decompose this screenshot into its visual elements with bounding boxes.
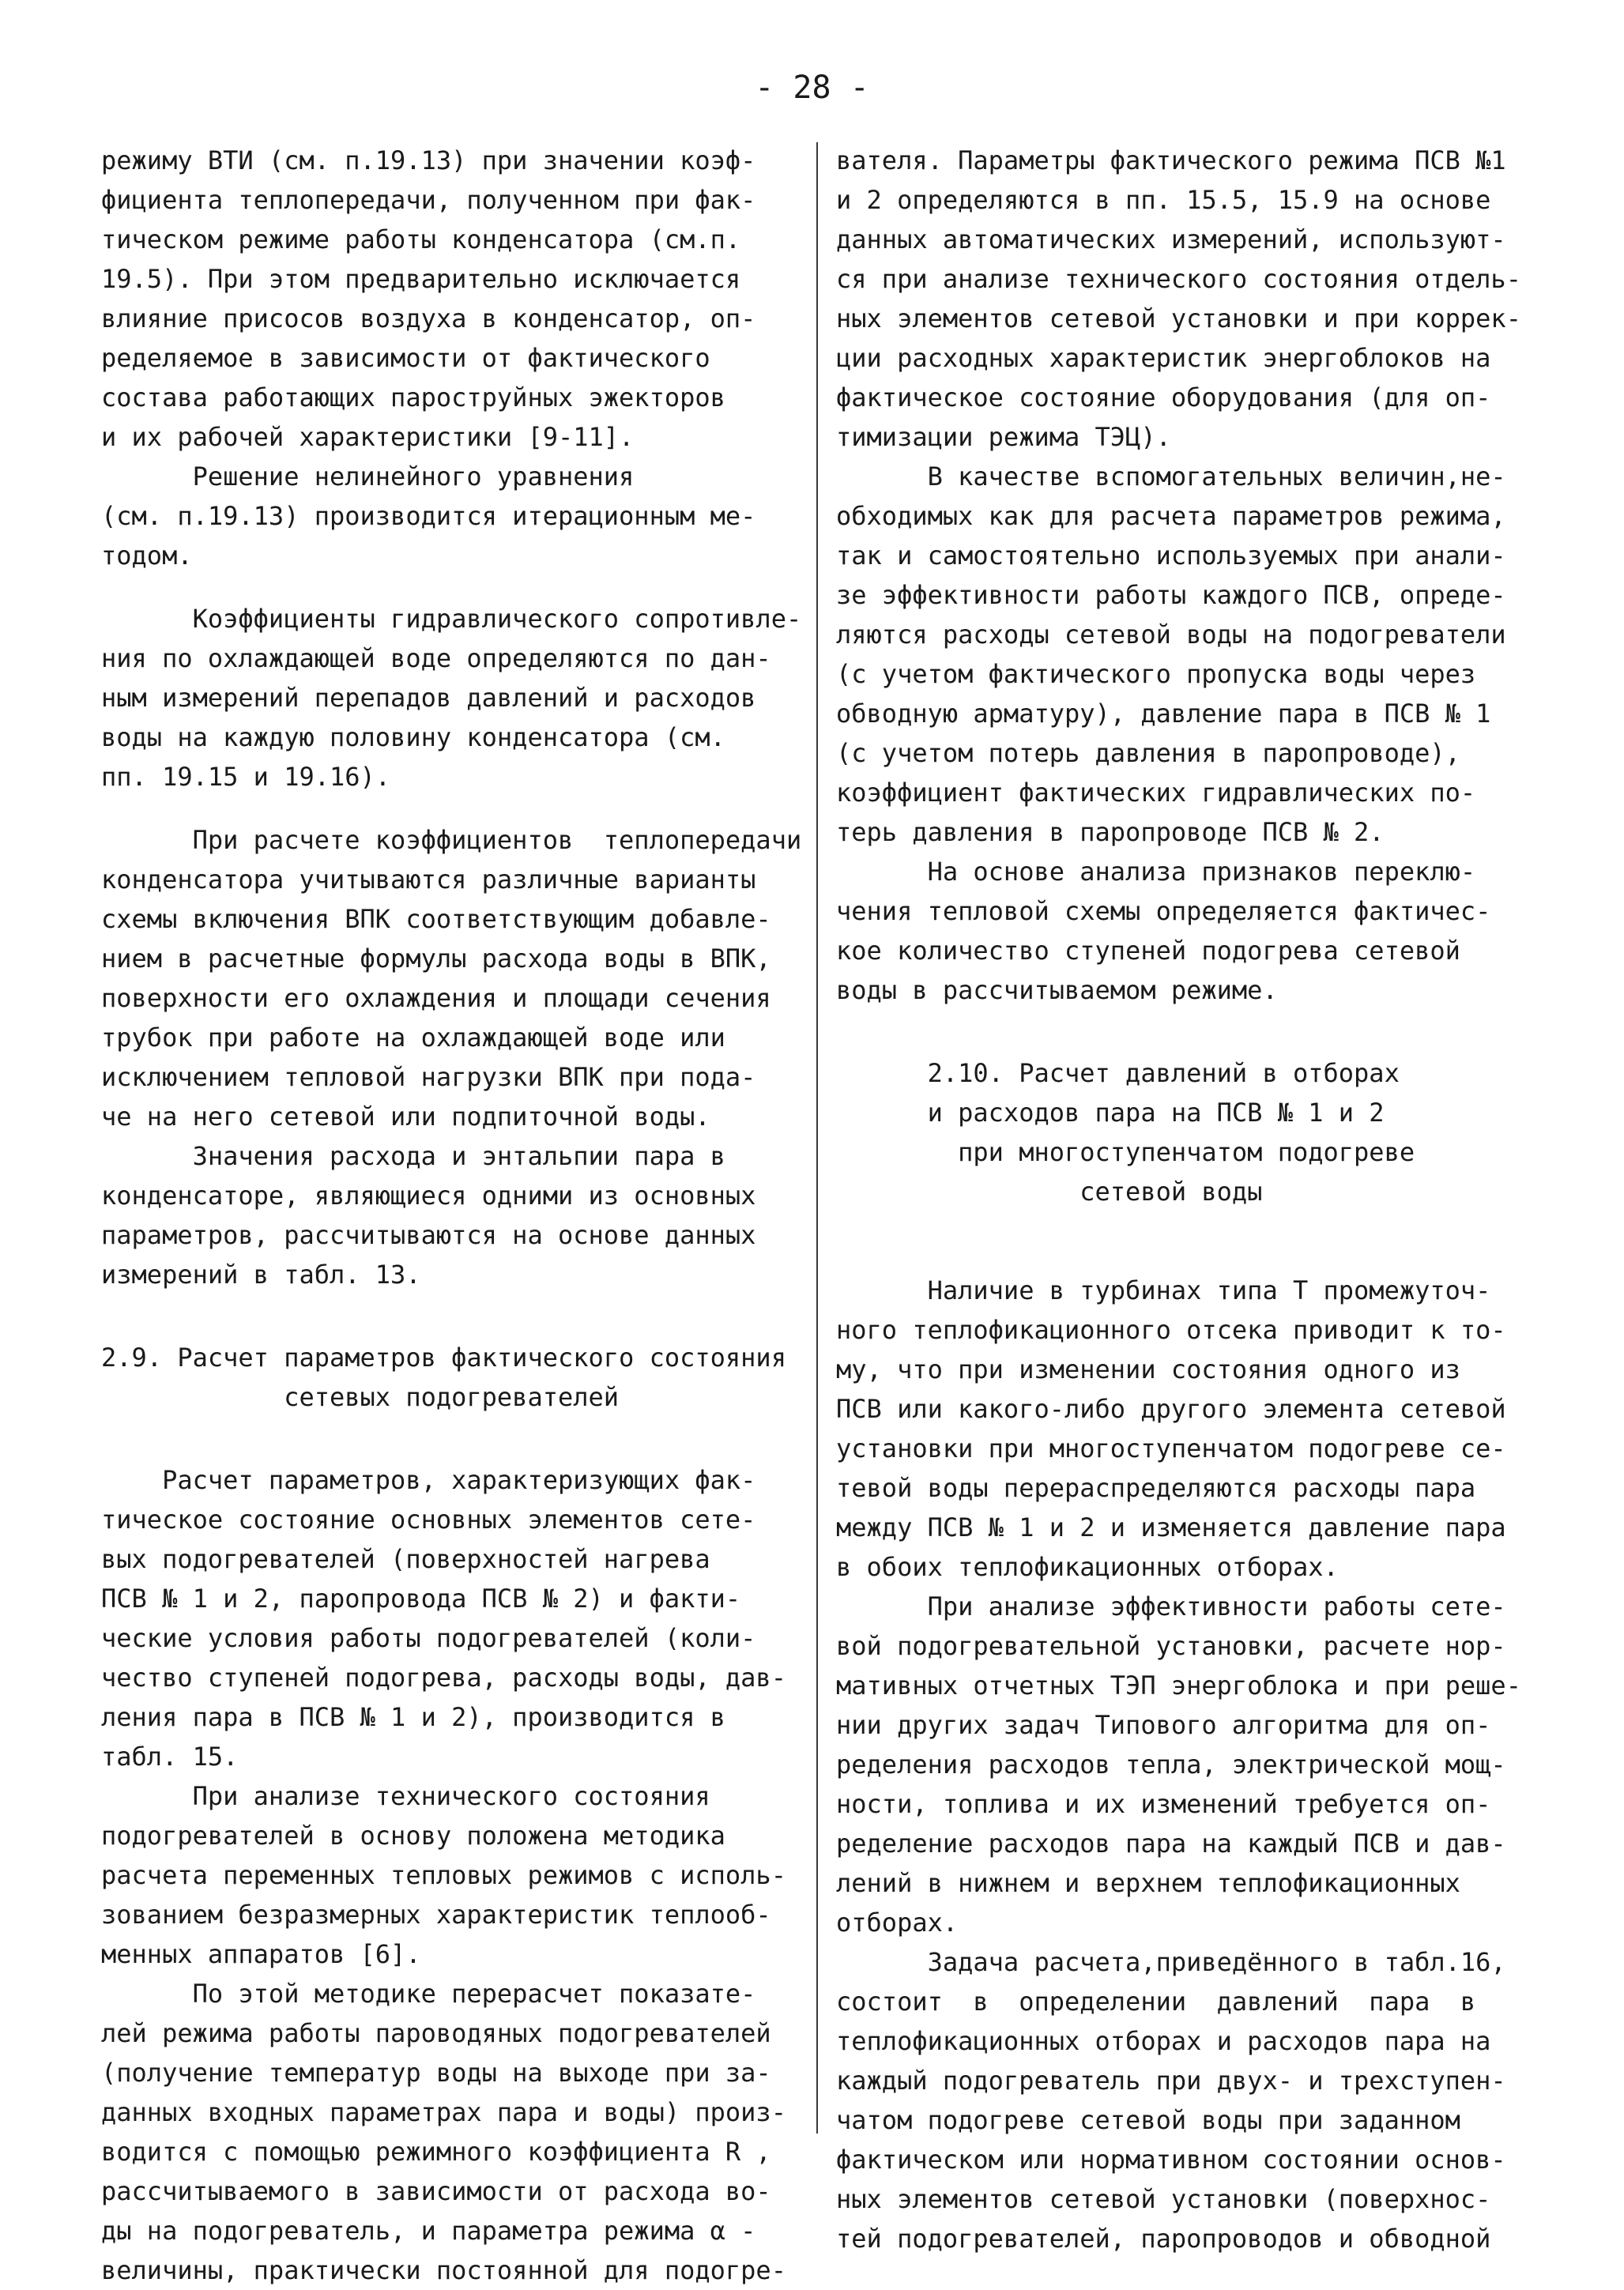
text-line: ределения расходов тепла, электрической мощ- (836, 1750, 1506, 1780)
text-line: му, что при изменении состояния одного из (836, 1354, 1460, 1384)
text-line: мативных отчетных ТЭП энергоблока и при реше- (836, 1670, 1521, 1701)
text-line: ных элементов сетевой установки и при коррек- (836, 303, 1521, 333)
text-line: При анализе технического состояния (101, 1781, 710, 1811)
text-line: сетевых подогревателей (101, 1382, 620, 1412)
text-line: обходимых как для расчета параметров режима, (836, 501, 1506, 531)
text-line: (см. п.19.13) производится итерационным ме- (101, 501, 756, 531)
text-line: тодом. (101, 540, 193, 571)
text-line: фициента теплопередачи, полученном при фак- (101, 185, 756, 215)
text-line: конденсатора учитываются различные варианты (101, 864, 756, 895)
text-line: подогревателей в основу положена методика (101, 1821, 725, 1851)
text-line: при многоступенчатом подогреве (836, 1137, 1415, 1167)
section-heading-2-10 (836, 1053, 1547, 1211)
text-line: 19.5). При этом предварительно исключается (101, 264, 741, 294)
text-line: терь давления в паропроводе ПСВ № 2. (836, 817, 1385, 847)
text-line: зованием безразмерных характеристик теплооб- (101, 1900, 771, 1930)
text-line: данных входных параметрах пара и воды) произ- (101, 2097, 786, 2127)
text-line: тевой воды перераспределяются расходы пара (836, 1473, 1476, 1503)
text-line: ления пара в ПСВ № 1 и 2), производится в (101, 1702, 725, 1732)
text-line: измерений в табл. 13. (101, 1260, 421, 1290)
text-line: При расчете коэффициентов теплопередачи (101, 825, 802, 855)
right-paragraph-2 (836, 457, 1547, 852)
text-line: ПСВ № 1 и 2, паропровода ПСВ № 2) и факти- (101, 1584, 741, 1614)
text-line: сетевой воды (836, 1177, 1263, 1207)
right-column (836, 141, 1547, 2258)
section-heading-2-9 (101, 1338, 804, 1417)
text-line: обводную арматуру), давление пара в ПСВ № 1 (836, 699, 1491, 729)
text-line: чения тепловой схемы определяется фактичес- (836, 896, 1491, 926)
text-line: ределяемое в зависимости от фактического (101, 343, 710, 373)
text-line: чество ступеней подогрева, расходы воды, дав- (101, 1663, 786, 1693)
text-line: рассчитываемого в зависимости от расхода во- (101, 2176, 771, 2206)
text-line: ляются расходы сетевой воды на подогреватели (836, 620, 1506, 650)
text-line: трубок при работе на охлаждающей воде или (101, 1023, 725, 1053)
text-line: водится с помощью режимного коэффициента R , (101, 2137, 771, 2167)
right-paragraph-5 (836, 1587, 1547, 1942)
text-line: ческие условия работы подогревателей (коли- (101, 1623, 756, 1653)
text-line: расчета переменных тепловых режимов с исполь- (101, 1860, 786, 1890)
text-line: (с учетом фактического пропуска воды через (836, 659, 1476, 689)
text-line: Задача расчета,приведённого в табл.16, (836, 1947, 1506, 1977)
left-paragraph-5 (101, 1136, 804, 1294)
left-paragraph-7 (101, 1776, 804, 1974)
text-line: тическом режиме работы конденсатора (см.п. (101, 224, 741, 254)
left-paragraph-3 (101, 599, 804, 797)
text-line: кое количество ступеней подогрева сетевой (836, 936, 1460, 966)
text-line: (с учетом потерь давления в паропроводе), (836, 738, 1460, 768)
text-line: При анализе эффективности работы сете- (836, 1591, 1506, 1621)
text-line: и расходов пара на ПСВ № 1 и 2 (836, 1098, 1385, 1128)
text-line: и их рабочей характеристики [9-11]. (101, 422, 635, 452)
text-line: тей подогревателей, паропроводов и обводной (836, 2224, 1491, 2254)
text-line: фактическом или нормативном состоянии основ- (836, 2145, 1506, 2175)
text-line: ся при анализе технического состояния отдель- (836, 264, 1521, 294)
text-line: режиму ВТИ (см. п.19.13) при значении коэф- (101, 145, 756, 175)
text-line: вых подогревателей (поверхностей нагрева (101, 1544, 710, 1574)
text-line: так и самостоятельно используемых при анали- (836, 540, 1506, 571)
text-line: ния по охлаждающей воде определяются по дан- (101, 643, 771, 673)
text-line: установки при многоступенчатом подогреве се- (836, 1433, 1506, 1463)
text-line: ного теплофикационного отсека приводит к то- (836, 1315, 1506, 1345)
text-line: параметров, рассчитываются на основе данных (101, 1220, 756, 1250)
text-line: теплофикационных отборах и расходов пара на (836, 2026, 1491, 2056)
text-line: воды в рассчитываемом режиме. (836, 975, 1278, 1005)
text-line: величины, практически постоянной для подогре- (101, 2255, 786, 2285)
text-line: Коэффициенты гидравлического сопротивле- (101, 604, 802, 634)
text-line: поверхности его охлаждения и площади сечения (101, 983, 771, 1013)
text-line: тическое состояние основных элементов сете- (101, 1505, 756, 1535)
right-paragraph-4 (836, 1271, 1547, 1587)
page-number: - 28 - (755, 70, 869, 106)
text-line: схемы включения ВПК соответствующим добавле- (101, 904, 771, 934)
text-line: в обоих теплофикационных отборах. (836, 1552, 1339, 1582)
text-line: Наличие в турбинах типа Т промежуточ- (836, 1275, 1491, 1305)
text-line: между ПСВ № 1 и 2 и изменяется давление пара (836, 1512, 1506, 1542)
text-line: (получение температур воды на выходе при за- (101, 2058, 771, 2088)
text-line: В качестве вспомогательных величин,не- (836, 461, 1506, 492)
text-line: 2.10. Расчет давлений в отборах (836, 1058, 1400, 1088)
left-paragraph-1 (101, 141, 804, 457)
text-line: нием в расчетные формулы расхода воды в ВПК, (101, 943, 771, 974)
text-line: ды на подогреватель, и параметра режима α - (101, 2216, 756, 2246)
text-line: фактическое состояние оборудования (для оп- (836, 382, 1491, 412)
text-line: табл. 15. (101, 1742, 239, 1772)
text-line: вой подогревательной установки, расчете нор- (836, 1631, 1506, 1661)
right-paragraph-1 (836, 141, 1547, 457)
text-line: ции расходных характеристик энергоблоков на (836, 343, 1491, 373)
text-line: Значения расхода и энтальпии пара в (101, 1141, 725, 1171)
text-line: Расчет параметров, характеризующих фак- (101, 1465, 756, 1495)
text-line: влияние присосов воздуха в конденсатор, оп- (101, 303, 756, 333)
text-line: конденсаторе, являющиеся одними из основных (101, 1181, 756, 1211)
text-line: ределение расходов пара на каждый ПСВ и дав- (836, 1829, 1506, 1859)
left-paragraph-6 (101, 1460, 804, 1776)
text-line: нии других задач Типового алгоритма для оп- (836, 1710, 1491, 1740)
text-line: ности, топлива и их изменений требуется оп- (836, 1789, 1491, 1819)
text-line: воды на каждую половину конденсатора (см. (101, 722, 725, 752)
text-line: пп. 19.15 и 19.16). (101, 762, 391, 792)
column-divider (816, 142, 818, 2134)
text-line: зе эффективности работы каждого ПСВ, опреде- (836, 580, 1506, 610)
right-paragraph-3 (836, 852, 1547, 1010)
text-line: чатом подогреве сетевой воды при заданном (836, 2105, 1460, 2135)
text-line: 2.9. Расчет параметров фактического состояния (101, 1343, 786, 1373)
text-line: отборах. (836, 1908, 959, 1938)
text-line: исключением тепловой нагрузки ВПК при пода- (101, 1062, 756, 1092)
text-line: ПСВ или какого-либо другого элемента сетевой (836, 1394, 1506, 1424)
text-line: данных автоматических измерений, используют- (836, 224, 1506, 254)
right-paragraph-6 (836, 1942, 1547, 2258)
text-line: че на него сетевой или подпиточной воды. (101, 1102, 710, 1132)
text-line: и 2 определяются в пп. 15.5, 15.9 на основе (836, 185, 1491, 215)
text-line: По этой методике перерасчет показате- (101, 1979, 756, 2009)
text-line: коэффициент фактических гидравлических по- (836, 778, 1476, 808)
text-line: тимизации режима ТЭЦ). (836, 422, 1171, 452)
left-paragraph-2 (101, 457, 804, 575)
text-line: менных аппаратов [6]. (101, 1939, 421, 1969)
text-line: ных элементов сетевой установки (поверхнос- (836, 2184, 1491, 2214)
text-line: Решение нелинейного уравнения (101, 461, 635, 492)
left-paragraph-8 (101, 1974, 804, 2290)
text-line: На основе анализа признаков переклю- (836, 857, 1476, 887)
text-line: лений в нижнем и верхнем теплофикационных (836, 1868, 1460, 1898)
left-paragraph-4 (101, 820, 804, 1136)
text-line: вателя. Параметры фактического режима ПСВ №1 (836, 145, 1506, 175)
text-line: ным измерений перепадов давлений и расходов (101, 683, 756, 713)
left-column (101, 141, 804, 2290)
text-line: каждый подогреватель при двух- и трехступен- (836, 2066, 1506, 2096)
text-line: состава работающих пароструйных эжекторов (101, 382, 725, 412)
text-line: состоит в определении давлений пара в (836, 1987, 1476, 2017)
text-line: лей режима работы пароводяных подогревателей (101, 2018, 771, 2048)
